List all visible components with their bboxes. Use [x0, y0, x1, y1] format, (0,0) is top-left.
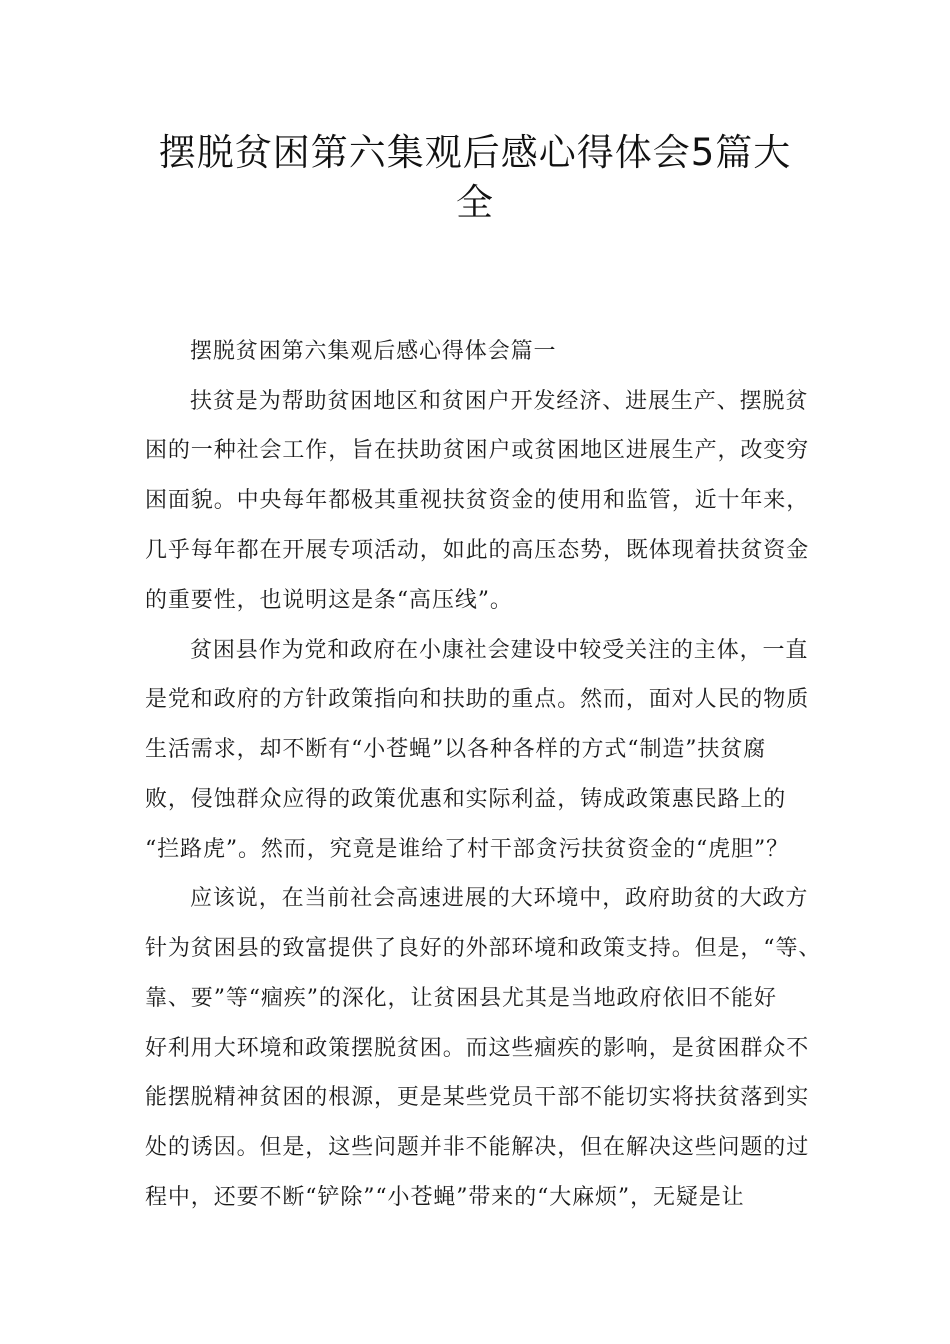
text-line: 好利用大环境和政策摆脱贫困。而这些痼疾的影响，是贫困群众不	[145, 1036, 810, 1061]
text-line: “拦路虎”。然而，究竟是谁给了村干部贪污扶贫资金的“虎胆”？	[145, 837, 789, 862]
text-line: 处的诱因。但是，这些问题并非不能解决，但在解决这些问题的过	[145, 1135, 810, 1160]
text-line: 程中，还要不断“铲除”“小苍蝇”带来的“大麻烦”，无疑是让	[145, 1185, 745, 1210]
text-line: 贫困县作为党和政府在小康社会建设中较受关注的主体，一直	[190, 638, 809, 663]
text-line: 的重要性，也说明这是条“高压线”。	[145, 588, 513, 613]
text-line: 应该说，在当前社会高速进展的大环境中，政府助贫的大政方	[190, 886, 809, 911]
text-line: 败，侵蚀群众应得的政策优惠和实际利益，铸成政策惠民路上的	[145, 787, 787, 812]
text-line: 几乎每年都在开展专项活动，如此的高压态势，既体现着扶贫资金	[145, 538, 810, 563]
text-line: 能摆脱精神贫困的根源，更是某些党员干部不能切实将扶贫落到实	[145, 1085, 810, 1110]
title-line-1: 摆脱贫困第六集观后感心得体会5篇大	[158, 131, 792, 174]
text-line: 生活需求，却不断有“小苍蝇”以各种各样的方式“制造”扶贫腐	[145, 737, 767, 762]
text-line: 是党和政府的方针政策指向和扶助的重点。然而，面对人民的物质	[145, 687, 810, 712]
text-line: 扶贫是为帮助贫困地区和贫困户开发经济、进展生产、摆脱贫	[190, 389, 809, 414]
section-heading: 摆脱贫困第六集观后感心得体会篇一	[190, 339, 557, 364]
document-title	[120, 128, 830, 228]
text-line: 针为贫困县的致富提供了良好的外部环境和政策支持。但是，“等、	[145, 936, 822, 961]
text-line: 困面貌。中央每年都极其重视扶贫资金的使用和监管，近十年来，	[145, 488, 810, 513]
title-line-2: 全	[456, 181, 494, 224]
text-line: 困的一种社会工作，旨在扶助贫困户或贫困地区进展生产，改变穷	[145, 438, 810, 463]
text-line: 靠、要”等“痼疾”的深化，让贫困县尤其是当地政府依旧不能好	[145, 986, 777, 1011]
